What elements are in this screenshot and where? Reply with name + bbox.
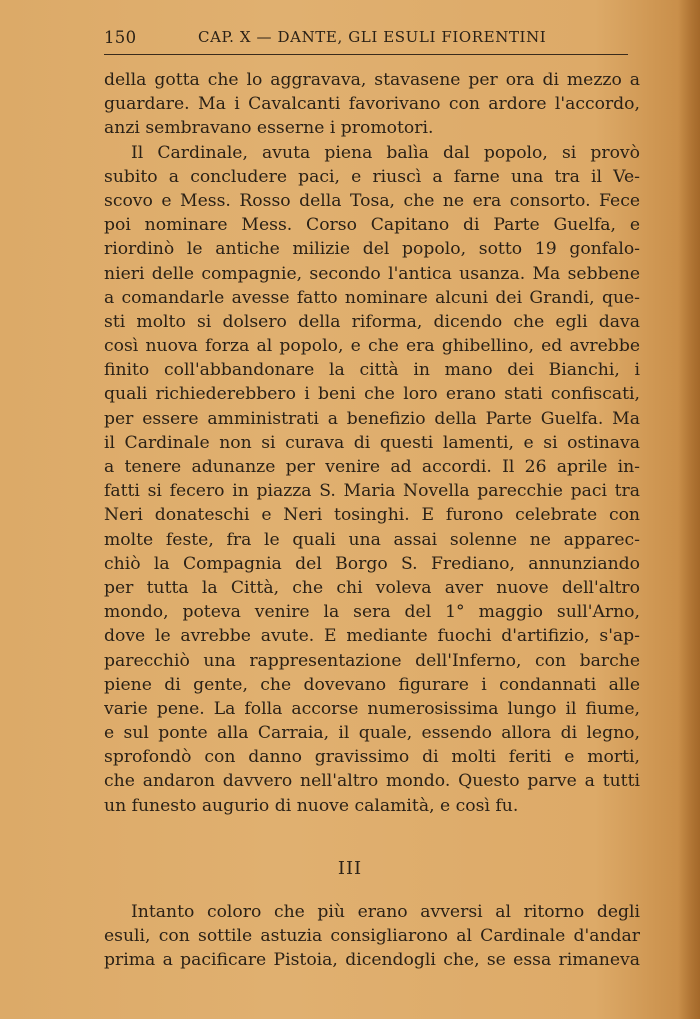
text-line: parecchiò una rappresentazione dell'Inferno, con barche: [104, 650, 640, 671]
text-line: un funesto augurio di nuove calamità, e così fu.: [104, 795, 519, 816]
text-line: chiò la Compagnia del Borgo S. Frediano, annunziando: [104, 553, 640, 574]
text-line: poi nominare Mess. Corso Capitano di Parte Guelfa, e: [104, 215, 640, 236]
text-line: per essere amministrati a benefizio della Parte Guelfa. Ma: [104, 408, 640, 429]
main-text: [104, 68, 640, 818]
text-line: e sul ponte alla Carraia, il quale, essendo allora di legno,: [104, 723, 640, 744]
text-line: Il Cardinale, avuta piena balìa dal popolo, si provò: [131, 142, 640, 163]
section-heading: III: [337, 858, 363, 879]
text-line: scovo e Mess. Rosso della Tosa, che ne era consorto. Fece: [104, 190, 640, 211]
text-line: per tutta la Città, che chi voleva aver nuove dell'altro: [104, 577, 640, 598]
text-line: fatti si fecero in piazza S. Maria Novella parecchie paci tra: [104, 481, 640, 502]
text-line: subito a concludere paci, e riuscì a farne una tra il Ve-: [104, 166, 640, 187]
text-line: a tenere adunanze per venire ad accordi. Il 26 aprile in-: [104, 457, 640, 477]
section-text: [104, 900, 640, 973]
text-line: a comandarle avesse fatto nominare alcuni dei Grandi, que-: [104, 287, 640, 308]
text-line: quali richiederebbero i beni che loro erano stati confiscati,: [104, 384, 640, 405]
text-line: guardare. Ma i Cavalcanti favorivano con ardore l'accordo,: [104, 94, 640, 115]
text-line: mondo, poteva venire la sera del 1° maggio sull'Arno,: [104, 602, 640, 623]
text-line: Neri donateschi e Neri tosinghi. E furono celebrate con: [104, 505, 640, 526]
text-line: prima a pacificare Pistoia, dicendogli che, se essa rimaneva: [104, 950, 640, 971]
text-line: dove le avrebbe avute. E mediante fuochi d'artifizio, s'ap-: [104, 626, 640, 647]
text-line: Intanto coloro che più erano avversi al ritorno degli: [131, 902, 640, 922]
text-line: molte feste, fra le quali una assai solenne ne apparec-: [104, 529, 640, 550]
text-line: varie pene. La folla accorse numerosissima lungo il fiume,: [104, 698, 640, 719]
paragraph-2: [104, 141, 640, 818]
paragraph-3: [104, 900, 640, 973]
text-line: così nuova forza al popolo, e che era ghibellino, ed avrebbe: [104, 336, 640, 357]
header-rule: [104, 54, 628, 55]
text-line: nieri delle compagnie, secondo l'antica usanza. Ma sebbene: [104, 263, 640, 284]
text-line: della gotta che lo aggravava, stavasene per ora di mezzo a: [104, 70, 640, 90]
text-line: sprofondò con danno gravissimo di molti feriti e morti,: [104, 747, 640, 768]
text-line: riordinò le antiche milizie del popolo, sotto 19 gonfalo-: [104, 239, 640, 260]
running-head: CAP. X — DANTE, GLI ESULI FIORENTINI: [198, 28, 547, 46]
text-line: anzi sembravano esserne i promotori.: [104, 118, 434, 139]
text-line: piene di gente, che dovevano figurare i condannati alle: [104, 674, 640, 695]
text-line: finito coll'abbandonare la città in mano dei Bianchi, i: [104, 360, 640, 381]
text-line: esuli, con sottile astuzia consigliarono al Cardinale d'andar: [104, 926, 640, 947]
text-line: sti molto si dolsero della riforma, dicendo che egli dava: [104, 311, 640, 332]
text-line: che andaron davvero nell'altro mondo. Questo parve a tutti: [104, 771, 640, 792]
page-number: 150: [104, 28, 137, 47]
page-header: [104, 28, 628, 52]
paragraph-1: [104, 68, 640, 141]
text-line: il Cardinale non si curava di questi lamenti, e si ostinava: [104, 432, 640, 453]
